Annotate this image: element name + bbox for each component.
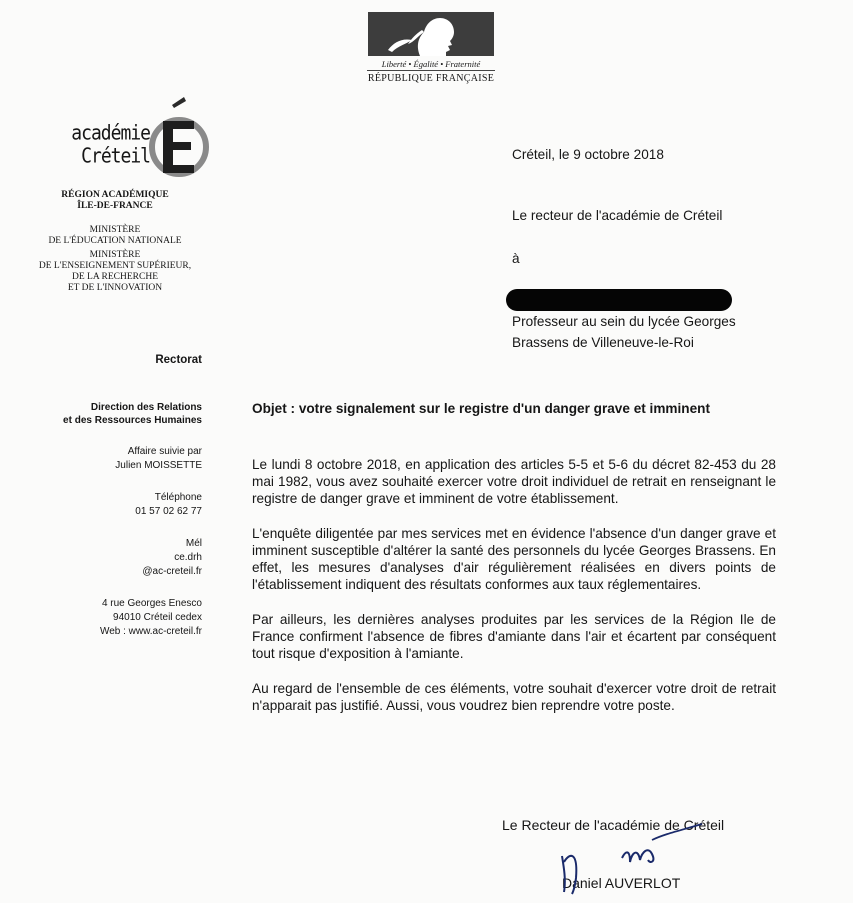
address-line1: 4 rue Georges Enesco bbox=[101, 598, 202, 609]
place-date: Créteil, le 9 octobre 2018 bbox=[512, 147, 664, 162]
recipient-line1: Professeur au sein du lycée Georges bbox=[512, 314, 736, 329]
letter-to: à bbox=[512, 251, 520, 266]
redacted-recipient-name bbox=[506, 289, 732, 311]
republic-motto: Liberté • Égalité • Fraternité bbox=[381, 59, 481, 69]
phone-number: 01 57 02 62 77 bbox=[135, 506, 202, 517]
ministry2-line3: DE LA RECHERCHE bbox=[71, 272, 159, 282]
academie-logo-city: Créteil bbox=[81, 144, 150, 169]
marianne-logo bbox=[368, 12, 494, 56]
ministry1-line2: DE L'ÉDUCATION NATIONALE bbox=[48, 236, 182, 246]
region-line2: ÎLE-DE-FRANCE bbox=[77, 201, 153, 211]
republic-name: RÉPUBLIQUE FRANÇAISE bbox=[367, 73, 495, 84]
motto-divider bbox=[367, 70, 495, 71]
affaire-name: Julien MOISSETTE bbox=[115, 460, 202, 471]
paragraph-1: Le lundi 8 octobre 2018, en application des articles 5-5 et 5-6 du décret 82-453 du 28 mai 1982, vous avez souhaité exercer votre droit individuel de retrait en renseignant le registre de danger grave et imminent de votre établissement. bbox=[252, 457, 776, 506]
mail-line2: @ac-creteil.fr bbox=[142, 566, 202, 577]
phone-label: Téléphone bbox=[154, 492, 202, 503]
mail-line1: ce.drh bbox=[174, 552, 202, 563]
signature-name: Daniel AUVERLOT bbox=[562, 875, 681, 891]
paragraph-2: L'enquête diligentée par mes services met en évidence l'absence d'un danger grave et imminent susceptible d'altérer la santé des personnels du lycée Georges Brassens. En effet, les mesures d'analyses d'air régulièrement réalisées en divers points de l'établissement indiquent des résultats conformes aux taux réglementaires. bbox=[252, 526, 776, 592]
address-line2: 94010 Créteil cedex bbox=[113, 612, 202, 623]
academie-logo-word: académie bbox=[71, 121, 150, 146]
rectorat-label: Rectorat bbox=[155, 354, 202, 366]
paragraph-3: Par ailleurs, les dernières analyses produites par les services de la Région Ile de France confirment l'absence de fibres d'amiante dans l'air et écartent par conséquent tout risque d'exposition à l'amiante. bbox=[252, 612, 776, 661]
ministry2-line1: MINISTÈRE bbox=[89, 250, 141, 260]
region-line1: RÉGION ACADÉMIQUE bbox=[61, 190, 169, 200]
ministry2-line4: ET DE L'INNOVATION bbox=[67, 283, 163, 293]
affaire-label: Affaire suivie par bbox=[127, 446, 202, 457]
ministry2-line2: DE L'ENSEIGNEMENT SUPÉRIEUR, bbox=[38, 261, 192, 271]
paragraph-4: Au regard de l'ensemble de ces éléments, votre souhait d'exercer votre droit de retrait n'apparait pas justifié. Aussi, vous voudrez bien reprendre votre poste. bbox=[252, 681, 776, 713]
mail-label: Mél bbox=[185, 538, 202, 549]
recipient-line2: Brassens de Villeneuve-le-Roi bbox=[512, 335, 694, 350]
ministry1-line1: MINISTÈRE bbox=[89, 225, 141, 235]
signature-title: Le Recteur de l'académie de Créteil bbox=[502, 817, 725, 833]
letter-subject: Objet : votre signalement sur le registre d'un danger grave et imminent bbox=[252, 401, 710, 416]
direction-line1: Direction des Relations bbox=[90, 402, 202, 413]
direction-line2: et des Ressources Humaines bbox=[63, 415, 202, 426]
handwritten-signature bbox=[552, 818, 732, 898]
address-web: Web : www.ac-creteil.fr bbox=[99, 626, 202, 637]
letter-from: Le recteur de l'académie de Créteil bbox=[512, 208, 723, 223]
academie-e-logo bbox=[148, 97, 210, 183]
